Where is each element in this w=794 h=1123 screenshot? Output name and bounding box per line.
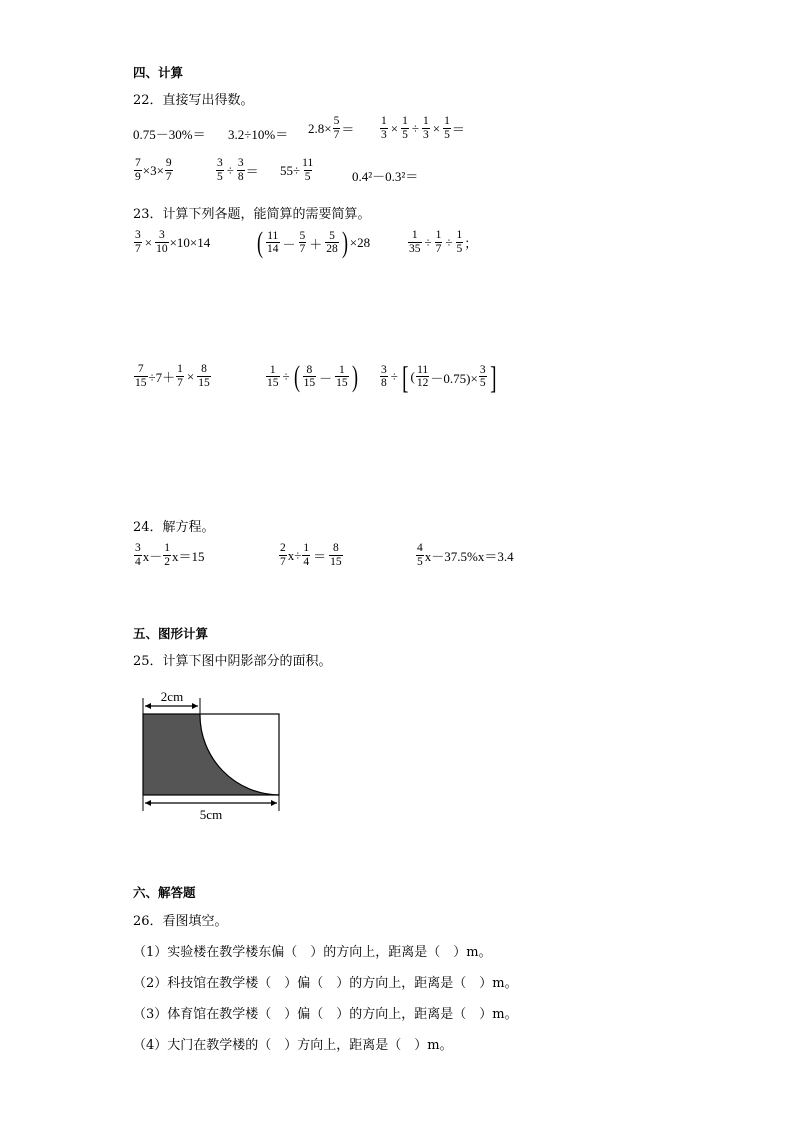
q26-item-4: （4）大门在教学楼的（ ）方向上，距离是（ ）m。 [133, 1038, 453, 1053]
q22-expr-7: 55÷ $\frac{11}{5}$ [280, 157, 314, 183]
q26-item-3: （3）体育馆在教学楼（ ）偏（ ）的方向上，距离是（ ）m。 [133, 1007, 518, 1022]
question-26-stem: 26．看图填空。 [133, 914, 228, 929]
q23-expr-c: $\frac{1}{35}$ ÷ $\frac{1}{7}$ ÷ $\frac{1}{5}$ ； [409, 229, 478, 255]
q22-expr-5: $\frac{7}{9}$ ×3× $\frac{9}{7}$ [135, 157, 172, 183]
q22-expr-1: 0.75－30%＝ [133, 127, 206, 142]
q23-expr-a: $\frac{3}{7}$ × $\frac{3}{10}$ ×10×14 [135, 229, 211, 255]
question-24-stem: 24．解方程。 [133, 520, 215, 535]
label-5cm: 5cm [199, 807, 223, 822]
q23-expr-b: ( $\frac{11}{14}$ － $\frac{5}{7}$ ＋ $\frac{5}{28}$ ) ×28 [257, 226, 371, 259]
label-2cm: 2cm [160, 689, 184, 704]
q23-expr-d: $\frac{7}{15}$ ÷7＋ $\frac{1}{7}$ × $\frac{8}{15}$ [135, 363, 210, 389]
q22-expr-8: 0.4²－0.3²＝ [352, 169, 419, 184]
q24-equation-a: $\frac{3}{4}$ x－ $\frac{1}{2}$ x＝15 [135, 542, 205, 568]
q24-equation-c: $\frac{4}{5}$ x－37.5%x＝3.4 [417, 542, 514, 568]
q26-item-1: （1）实验楼在教学楼东偏（ ）的方向上，距离是（ ）m。 [133, 945, 492, 960]
section-title-figure-calc: 五、图形计算 [133, 626, 209, 641]
q23-expr-e: $\frac{1}{15}$ ÷ ( $\frac{8}{15}$ － $\frac{1}{15}$ ) [267, 360, 358, 393]
q22-expr-4: $\frac{1}{3}$ × $\frac{1}{5}$ ÷ $\frac{1}{3}$ × $\frac{1}{5}$ ＝ [381, 115, 465, 141]
question-23-stem: 23．计算下列各题，能简算的需要简算。 [133, 207, 371, 222]
q22-expr-6: $\frac{3}{5}$ ÷ $\frac{3}{8}$ ＝ [217, 157, 259, 183]
question-25-stem: 25．计算下图中阴影部分的面积。 [133, 654, 332, 669]
section-title-word-problems: 六、解答题 [133, 885, 196, 900]
question-22-stem: 22．直接写出得数。 [133, 93, 254, 108]
q22-expr-2: 3.2÷10%＝ [228, 127, 289, 142]
shaded-area-figure [136, 682, 288, 822]
q24-equation-b: $\frac{2}{7}$ x÷ $\frac{1}{4}$ ＝ $\frac{8}{15}$ [280, 542, 342, 568]
q22-expr-3: 2.8× $\frac{5}{7}$ ＝ [308, 115, 355, 141]
section-title-calculation: 四、计算 [133, 65, 184, 80]
q23-expr-f: $\frac{3}{8}$ ÷ [ ( $\frac{11}{12}$ －0.75)× $\frac{3}{5}$ ] [381, 359, 497, 395]
q26-item-2: （2）科技馆在教学楼（ ）偏（ ）的方向上，距离是（ ）m。 [133, 976, 518, 991]
